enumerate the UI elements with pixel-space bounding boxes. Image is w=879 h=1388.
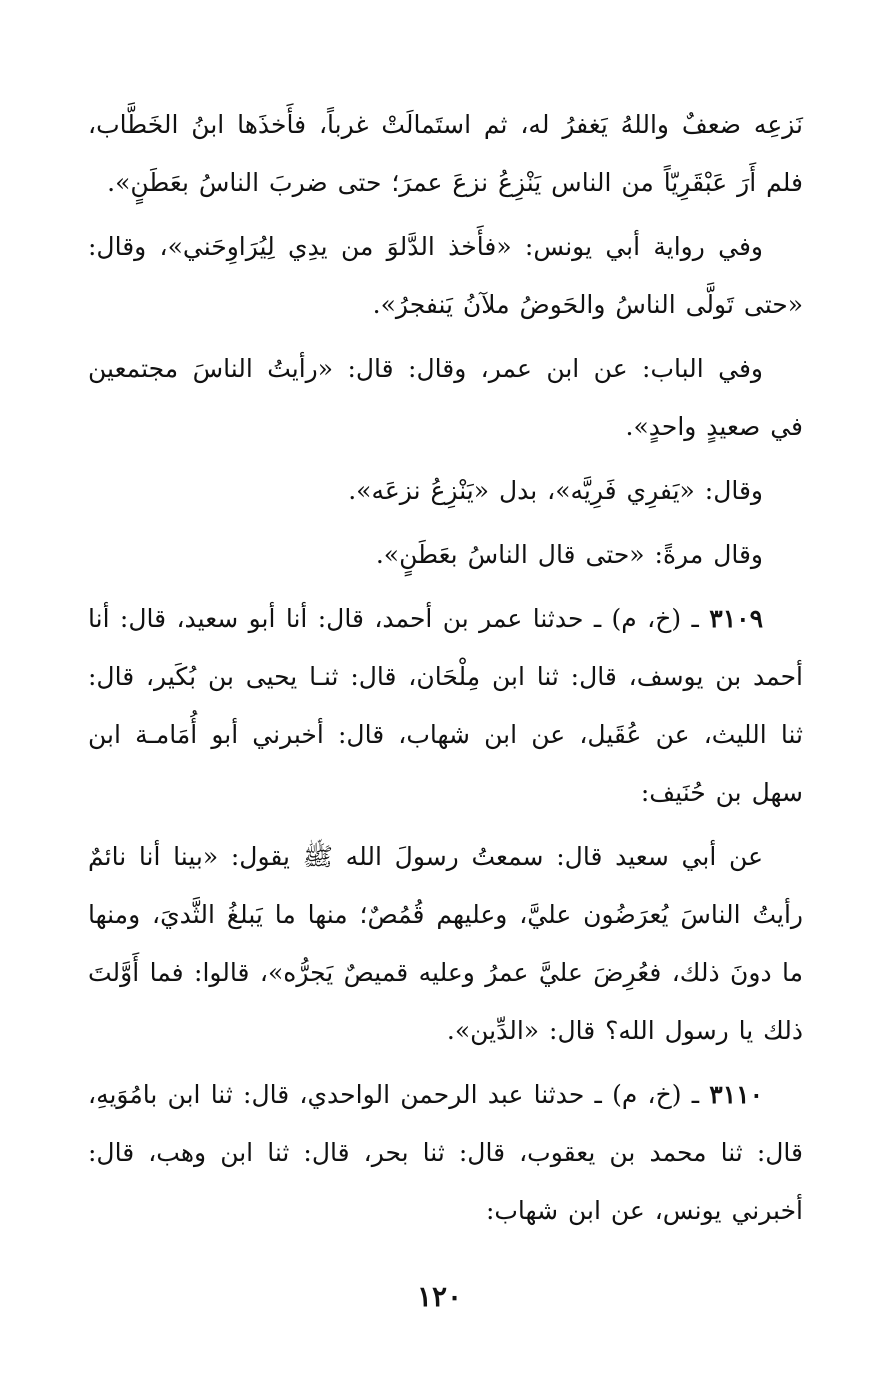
- hadith-3110-isnad: [88, 1066, 803, 1240]
- page-body: [88, 96, 803, 1246]
- page-number: ١٢٠: [416, 1280, 463, 1313]
- paragraph-4: وقال: «يَفرِي فَرِيَّه»، بدل «يَنْزِعُ نزعَه».: [348, 476, 763, 505]
- hadith-3109-chain: ـ (خ، م) ـ حدثنا عمر بن أحمد، قال: أنا أبو سعيد، قال: أنا أحمد بن يوسف، قال: ثنا ابن مِلْحَان، قال: ثنـا يحيى بن بُكَير، قال: ثنا الليث، عن عُقَيل، عن ابن شهاب، قال: أخبرني أبو أُمَامـة ابن سهل بن حُنَيف:: [88, 604, 803, 807]
- paragraph-3: وفي الباب: عن ابن عمر، وقال: قال: «رأيتُ الناسَ مجتمعين في صعيدٍ واحدٍ».: [88, 354, 803, 441]
- hadith-number-3110: ٣١١٠: [709, 1080, 763, 1109]
- hadith-3109-isnad: [88, 590, 803, 822]
- hadith-3109-matn: عن أبي سعيد قال: سمعتُ رسولَ الله ﷺ يقول: «بينا أنا نائمٌ رأيتُ الناسَ يُعرَضُون عليَّ، وعليهم قُمُصٌ؛ منها ما يَبلغُ الثَّديَ، ومنها ما دونَ ذلك، فعُرِضَ عليَّ عمرُ وعليه قميصٌ يَجرُّه»، قالوا: فما أَوَّلتَ ذلك يا رسول الله؟ قال: «الدِّين».: [88, 842, 803, 1045]
- paragraph-2: وفي رواية أبي يونس: «فأَخذ الدَّلوَ من يدِي لِيُرَاوِحَني»، وقال: «حتى تَولَّى الناسُ والحَوضُ ملآنُ يَنفجرُ».: [88, 232, 803, 319]
- paragraph-1: نَزعِه ضعفٌ واللهُ يَغفرُ له، ثم استَمالَتْ غرباً، فأَخذَها ابنُ الخَطَّاب، فلم أَرَ عَبْقَرِيّاً من الناس يَنْزِعُ نزعَ عمرَ؛ حتى ضربَ الناسُ بعَطَنٍ».: [88, 110, 803, 197]
- hadith-number-3109: ٣١٠٩: [709, 604, 763, 633]
- paragraph-5: وقال مرةً: «حتى قال الناسُ بعَطَنٍ».: [375, 540, 763, 569]
- hadith-3110-chain: ـ (خ، م) ـ حدثنا عبد الرحمن الواحدي، قال: ثنا ابن بامُوَيهِ، قال: ثنا محمد بن يعقوب، قال: ثنا بحر، قال: ثنا ابن وهب، قال: أخبرني يونس، عن ابن شهاب:: [88, 1080, 803, 1225]
